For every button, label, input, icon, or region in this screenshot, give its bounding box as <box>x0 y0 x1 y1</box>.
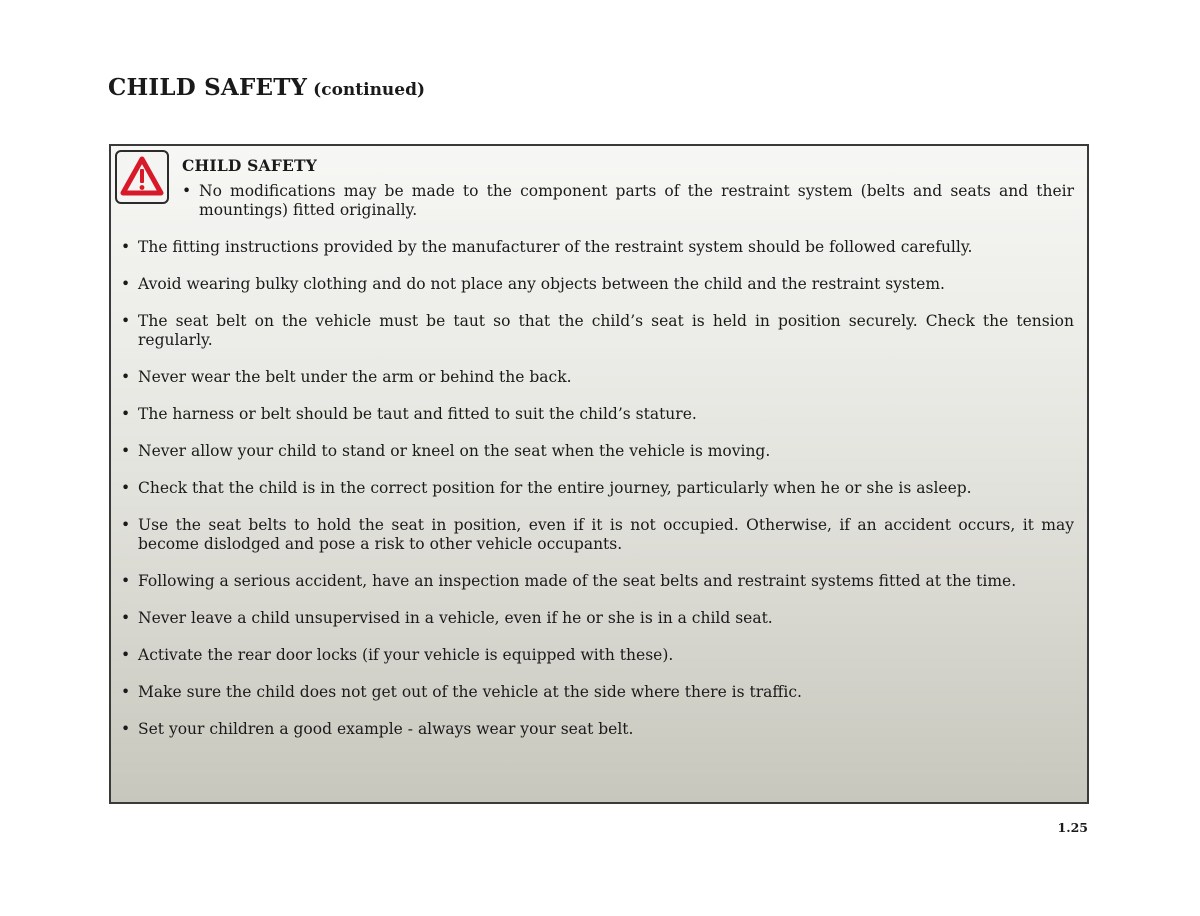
list-item <box>121 609 1074 628</box>
page-number: 1.25 <box>1057 820 1088 835</box>
bullet-dot: • <box>121 312 131 330</box>
list-item <box>121 646 1074 665</box>
list-item <box>121 720 1074 739</box>
list-item-text: Activate the rear door locks (if your vehicle is equipped with these). <box>138 646 674 664</box>
page-subtitle: (continued) <box>313 80 426 100</box>
list-item-text: Never wear the belt under the arm or behind the back. <box>138 368 572 386</box>
list-item-text: The seat belt on the vehicle must be taut so that the child’s seat is held in position securely. Check the tension regularly. <box>138 312 1074 349</box>
warning-triangle-icon <box>115 150 169 204</box>
list-item-text: Check that the child is in the correct position for the entire journey, particularly when he or she is asleep. <box>138 479 972 497</box>
list-item <box>121 683 1074 702</box>
list-item-text: Set your children a good example - always wear your seat belt. <box>138 720 634 738</box>
list-item <box>121 516 1074 554</box>
list-item-text: Never allow your child to stand or kneel on the seat when the vehicle is moving. <box>138 442 771 460</box>
list-item-text: Never leave a child unsupervised in a vehicle, even if he or she is in a child seat. <box>138 609 773 627</box>
page-heading <box>108 74 425 101</box>
list-item <box>121 275 1074 294</box>
list-item <box>121 572 1074 591</box>
warning-title: CHILD SAFETY <box>182 156 318 175</box>
list-item-text: The harness or belt should be taut and fitted to suit the child’s stature. <box>138 405 697 423</box>
bullet-dot: • <box>121 405 131 423</box>
list-item-text: The fitting instructions provided by the manufacturer of the restraint system should be followed carefully. <box>138 238 973 256</box>
list-item <box>121 368 1074 387</box>
list-item <box>121 442 1074 461</box>
list-item <box>121 479 1074 498</box>
warning-lead-item <box>182 182 1074 220</box>
bullet-dot: • <box>182 182 192 200</box>
bullet-dot: • <box>121 646 131 664</box>
bullet-dot: • <box>121 683 131 701</box>
list-item <box>121 405 1074 424</box>
list-item-text: Avoid wearing bulky clothing and do not place any objects between the child and the restraint system. <box>138 275 945 293</box>
warning-lead-text: No modifications may be made to the component parts of the restraint system (belts and seats and their mountings) fitted originally. <box>199 182 1074 219</box>
list-item-text: Following a serious accident, have an inspection made of the seat belts and restraint systems fitted at the time. <box>138 572 1017 590</box>
warning-list <box>121 238 1074 757</box>
bullet-dot: • <box>121 238 131 256</box>
bullet-dot: • <box>121 442 131 460</box>
bullet-dot: • <box>121 572 131 590</box>
page-title: CHILD SAFETY <box>108 74 308 101</box>
bullet-dot: • <box>121 609 131 627</box>
warning-box <box>109 144 1089 804</box>
bullet-dot: • <box>121 368 131 386</box>
bullet-dot: • <box>121 720 131 738</box>
list-item <box>121 238 1074 257</box>
bullet-dot: • <box>121 275 131 293</box>
list-item-text: Use the seat belts to hold the seat in position, even if it is not occupied. Otherwise, if an accident occurs, it may become dislodged and pose a risk to other vehicle occupants. <box>138 516 1074 553</box>
list-item <box>121 312 1074 350</box>
list-item-text: Make sure the child does not get out of the vehicle at the side where there is traffic. <box>138 683 802 701</box>
bullet-dot: • <box>121 516 131 534</box>
bullet-dot: • <box>121 479 131 497</box>
